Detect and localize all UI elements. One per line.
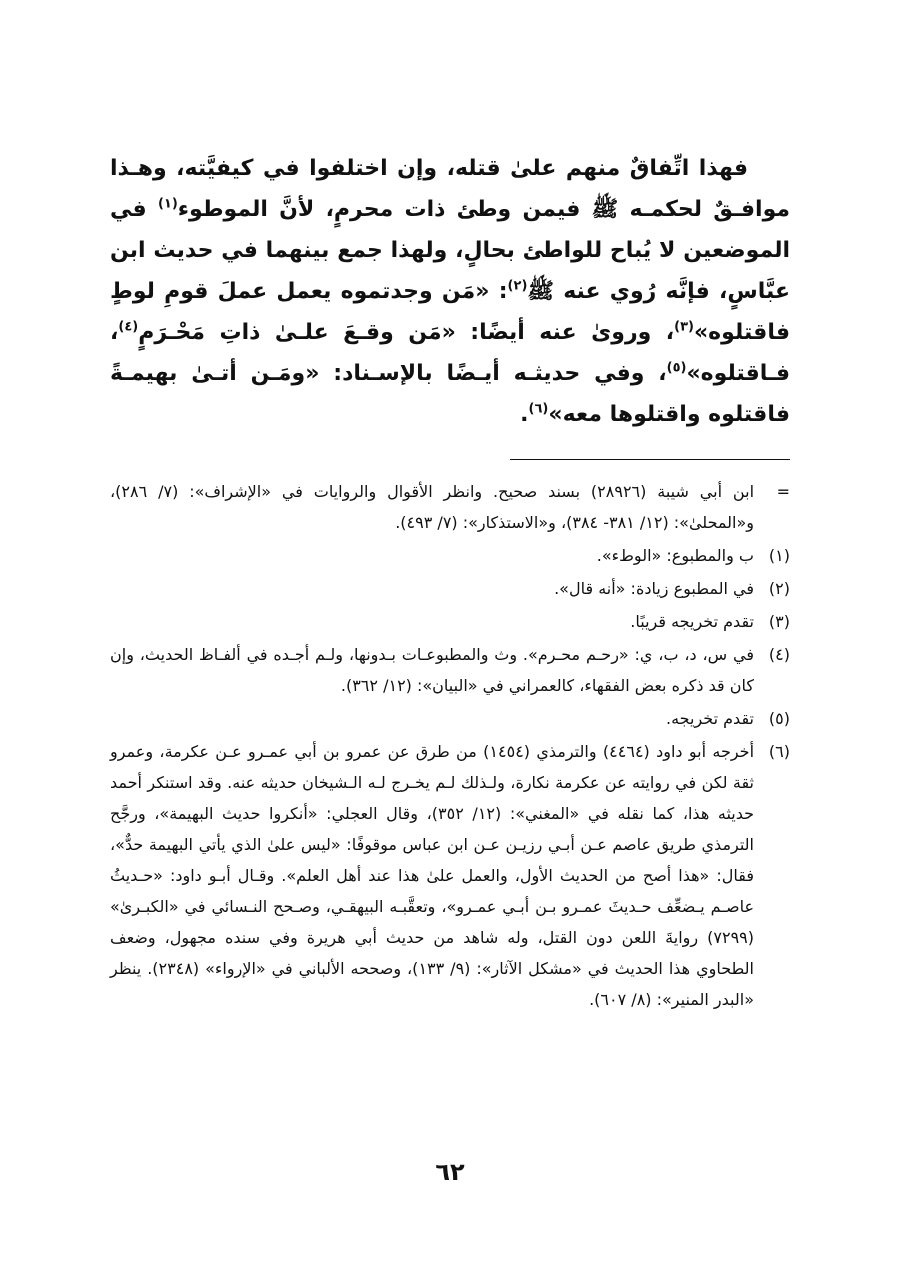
footnote-number: (٢) xyxy=(768,579,790,598)
footnote-number: (٤) xyxy=(768,645,790,664)
text-run: : «مَن وجدتموه يعمل عملَ قومِ لوطٍ فاقتلوه» xyxy=(110,279,790,345)
footnote-number: (٥) xyxy=(768,709,790,728)
footnote-text: في المطبوع زيادة: «أنه قال». xyxy=(554,579,754,598)
footnote-item xyxy=(110,639,790,701)
footnote-item xyxy=(110,606,790,637)
footnote-marker: (٢) xyxy=(507,278,528,294)
footnotes-list xyxy=(110,476,790,1015)
main-paragraph xyxy=(110,148,790,435)
footnote-number: (٣) xyxy=(768,612,790,631)
text-run: ، فـاقتلوه» xyxy=(110,320,790,386)
footnote-text: ب والمطبوع: «الوطء». xyxy=(596,546,754,565)
footnote-marker: (٥) xyxy=(666,360,687,376)
footnote-separator xyxy=(510,459,790,460)
footnote-number: (٦) xyxy=(768,742,790,761)
footnote-number: (١) xyxy=(768,546,790,565)
main-text xyxy=(110,148,790,435)
footnote-number: = xyxy=(776,482,790,501)
footnote-text: في س، د، ب، ي: «رحـم محـرم». وث والمطبوعـات بـدونها، ولـم أجـده في ألفـاظ الحديث، وإن كان قد ذكره بعض الفقهاء، كالعمراني في «البيان»: (١٢/ ٣٦٢). xyxy=(110,645,754,695)
text-run: ، وروىٰ عنه أيضًا: «مَن وقـعَ علـىٰ ذاتِ مَحْـرَمٍ xyxy=(138,320,675,345)
page-body xyxy=(110,148,790,1248)
footnote-item xyxy=(110,573,790,604)
text-run: في الموضعين لا يُباح للواطئ بحالٍ، ولهذا جمع بينهما في حديث ابن عبَّاسٍ، فإنَّه رُوي عنه ﷺ xyxy=(110,197,790,304)
text-run: . xyxy=(520,402,529,427)
footnote-text: تقدم تخريجه قريبًا. xyxy=(630,612,754,631)
footnote-marker: (١) xyxy=(157,196,178,212)
footnote-item xyxy=(110,736,790,1015)
footnote-marker: (٣) xyxy=(674,319,694,335)
footnote-marker: (٤) xyxy=(118,319,139,335)
footnote-item xyxy=(110,540,790,571)
footnote-text: ابن أبي شيبة (٢٨٩٢٦) بسند صحيح. وانظر الأقوال والروايات في «الإشراف»: (٧/ ٢٨٦)، و«المحلىٰ»: (١٢/ ٣٨١- ٣٨٤)، و«الاستذكار»: (٧/ ٤٩٣). xyxy=(110,482,755,532)
text-run: فهذا اتِّفاقٌ منهم علىٰ قتله، وإن اختلفوا في كيفيَّته، وهـذا موافـقٌ لحكمـه ﷺ فيمن وطئ ذات محرمٍ، لأنَّ الموطوء xyxy=(110,156,791,222)
footnote-text: تقدم تخريجه. xyxy=(666,709,754,728)
page-number: ٦٢ xyxy=(435,1158,465,1186)
footnote-marker: (٦) xyxy=(528,401,549,417)
footnote-item xyxy=(110,703,790,734)
footnote-item xyxy=(110,476,790,538)
text-run: ، وفي حديثـه أيـضًا بالإسـناد: «ومَـن أتـىٰ بهيمـةً فاقتلوه واقتلوها معه» xyxy=(110,361,790,427)
footnote-text: أخرجه أبو داود (٤٤٦٤) والترمذي (١٤٥٤) من طرق عن عمرو بن أبي عمـرو عـن عكرمة، وعمرو ثقة لكن في روايته عن عكرمة نكارة، ولـذلك لـم يخـرج لـه الـشيخان حديثه عنه. وقد استنكر أحمد حديثه هذا، كما نقله في «المغني»: (١٢/ ٣٥٢)، وقال العجلي: «أنكروا حديث البهيمة»، ورجَّح الترمذي طريق عاصم عـن أبـي رزيـن عـن ابن عباس موقوفًا: «ليس علىٰ الذي يأتي البهيمة حدٌّ»، فقال: «هذا أصح من الحديث الأول، والعمل علىٰ هذا عند أهل العلم». وقـال أبـو داود: «حـديثُ عاصـم يـضعِّف حـديثَ عمـرو بـن أبـي عمـرو»، وتعقَّبـه البيهقـي، وصـحح النـسائي في «الكبـرىٰ» (٧٢٩٩) روايةَ اللعن دون القتل، وله شاهد من حديث أبي هريرة وفي سنده مجهول، وضعف الطحاوي هذا الحديث في «مشكل الآثار»: (٩/ ١٣٣)، وصححه الألباني في «الإرواء» (٢٣٤٨). ينظر «البدر المنير»: (٨/ ٦٠٧). xyxy=(110,742,755,1009)
